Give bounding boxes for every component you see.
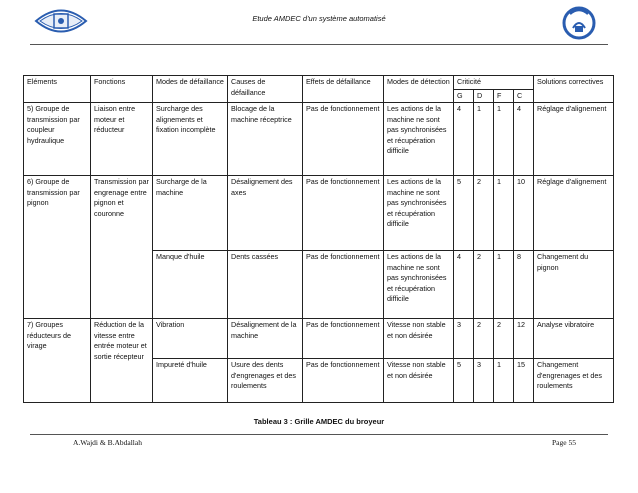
cell-g: 5 [454,359,474,403]
cell-mode: Impureté d'huile [153,359,228,403]
header-elements: Eléments [24,76,91,103]
table-row [24,176,614,251]
cell-d: 2 [474,319,494,359]
cell-fonction: Réduction de la vitesse entre entrée moteur et sortie récepteur [91,319,153,403]
cell-g: 3 [454,319,474,359]
table-row [24,103,614,176]
table-header-row [24,76,614,90]
cell-element: 5) Groupe de transmission par coupleur hydraulique [24,103,91,176]
cell-cause: Désalignement de la machine [228,319,303,359]
institute-logo-icon [548,4,610,42]
cell-c: 10 [514,176,534,251]
header-causes: Causes de défaillance [228,76,303,103]
cell-mode: Manque d'huile [153,251,228,319]
cell-effet: Pas de fonctionnement [303,176,384,251]
header-solutions: Solutions correctives [534,76,614,103]
cell-f: 1 [494,251,514,319]
cell-c: 15 [514,359,534,403]
footer-page-number: Page 55 [552,438,576,447]
header-c: C [514,89,534,103]
footer-rule [30,434,608,435]
header-criticite: Criticité [454,76,534,90]
header-effets: Effets de défaillance [303,76,384,103]
cell-effet: Pas de fonctionnement [303,359,384,403]
amdec-table [23,75,614,403]
header-modes: Modes de défaillance [153,76,228,103]
cell-f: 1 [494,176,514,251]
cell-c: 12 [514,319,534,359]
cell-d: 2 [474,251,494,319]
cell-detection: Les actions de la machine ne sont pas synchronisées et récupération difficile [384,176,454,251]
cell-mode: Surcharge des alignements et fixation incomplète [153,103,228,176]
cell-g: 4 [454,103,474,176]
cell-effet: Pas de fonctionnement [303,319,384,359]
cell-solution: Analyse vibratoire [534,319,614,359]
cell-effet: Pas de fonctionnement [303,103,384,176]
cell-effet: Pas de fonctionnement [303,251,384,319]
table-row [24,319,614,359]
header-fonctions: Fonctions [91,76,153,103]
cell-fonction: Liaison entre moteur et réducteur [91,103,153,176]
cell-c: 8 [514,251,534,319]
header-f: F [494,89,514,103]
header-d: D [474,89,494,103]
footer-authors: A.Wajdi & B.Abdallah [73,438,142,447]
cell-g: 5 [454,176,474,251]
cell-cause: Blocage de la machine réceptrice [228,103,303,176]
cell-detection: Les actions de la machine ne sont pas synchronisées et récupération difficile [384,251,454,319]
header-rule [30,44,608,45]
cell-mode: Vibration [153,319,228,359]
cell-solution: Réglage d'alignement [534,103,614,176]
cell-solution: Changement du pignon [534,251,614,319]
cell-element: 7) Groupes réducteurs de virage [24,319,91,403]
cell-detection: Les actions de la machine ne sont pas synchronisées et récupération difficile [384,103,454,176]
table-caption: Tableau 3 : Grille AMDEC du broyeur [253,417,385,426]
cell-c: 4 [514,103,534,176]
cell-cause: Dents cassées [228,251,303,319]
cell-element: 6) Groupe de transmission par pignon [24,176,91,319]
cell-solution: Réglage d'alignement [534,176,614,251]
cell-f: 1 [494,359,514,403]
cell-g: 4 [454,251,474,319]
cell-detection: Vitesse non stable et non désirée [384,359,454,403]
cell-fonction: Transmission par engrenage entre pignon et couronne [91,176,153,319]
cell-detection: Vitesse non stable et non désirée [384,319,454,359]
cell-f: 2 [494,319,514,359]
cell-cause: Désalignement des axes [228,176,303,251]
cell-mode: Surcharge de la machine [153,176,228,251]
cell-f: 1 [494,103,514,176]
cell-d: 3 [474,359,494,403]
cell-solution: Changement d'engrenages et des roulements [534,359,614,403]
header-g: G [454,89,474,103]
cell-d: 2 [474,176,494,251]
header-detection: Modes de détection [384,76,454,103]
document-header-title: Etude AMDEC d'un système automatisé [252,14,386,23]
cell-cause: Usure des dents d'engrenages et des roulements [228,359,303,403]
cell-d: 1 [474,103,494,176]
